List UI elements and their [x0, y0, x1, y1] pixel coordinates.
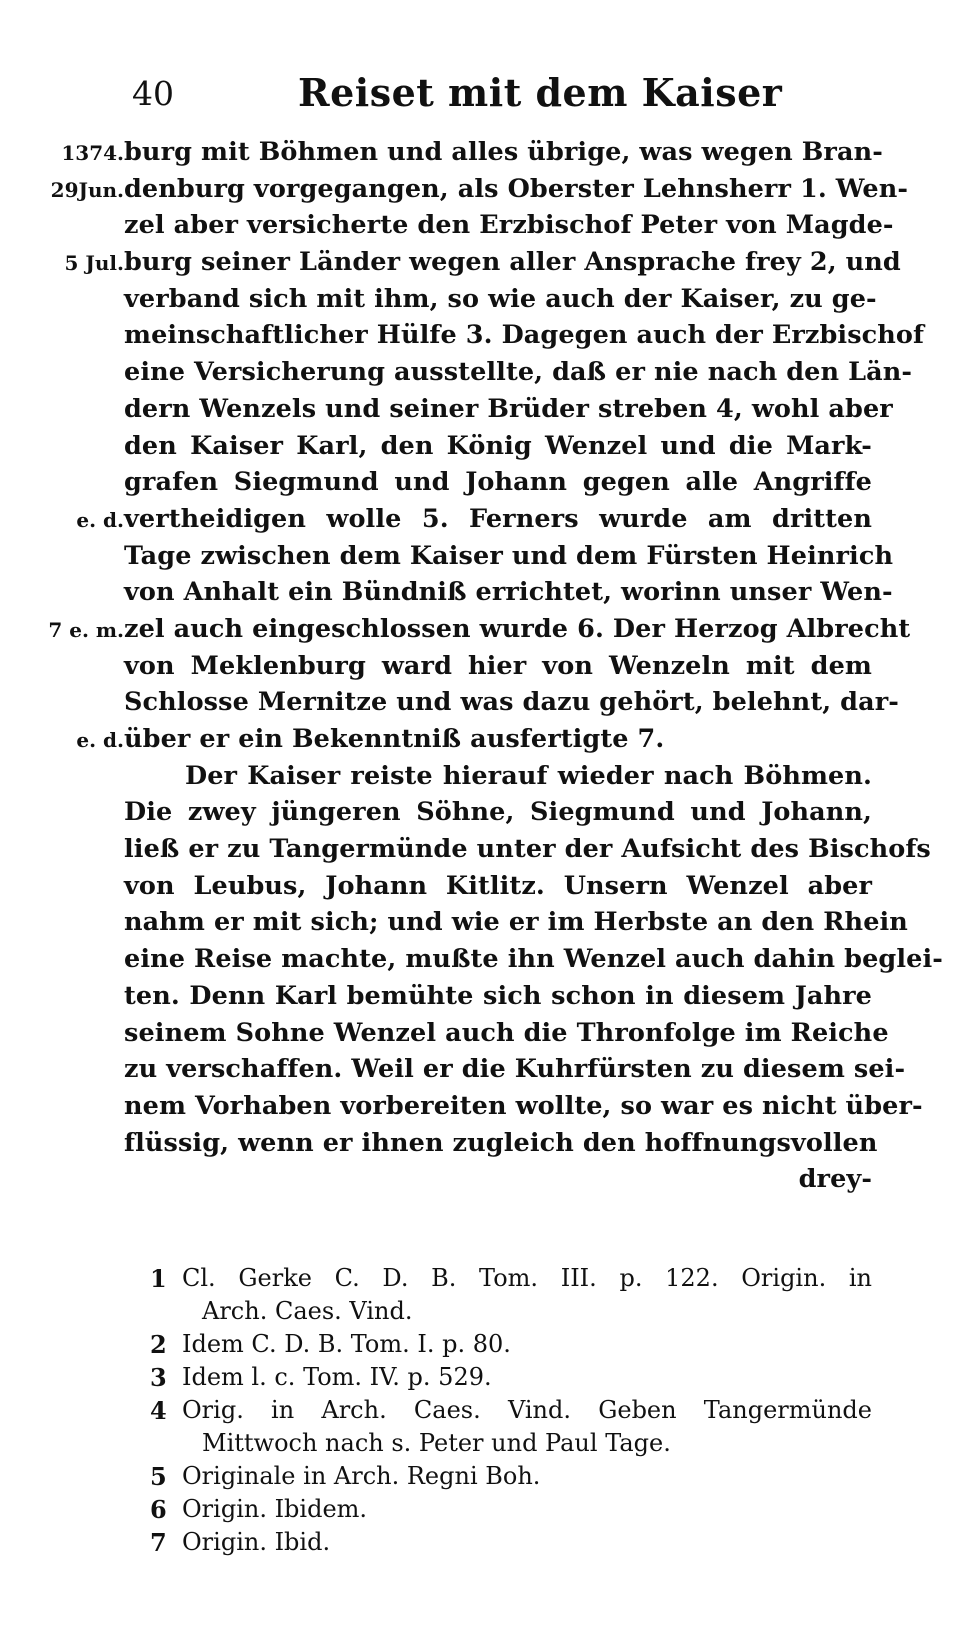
text-line	[0, 686, 960, 723]
line-text: burg seiner Länder wegen aller Ansprache frey 2, und	[124, 247, 901, 278]
line-text: von Anhalt ein Bündniß errichtet, worinn unser Wen-	[124, 577, 893, 608]
margin-note: 7 e. m.	[48, 617, 124, 642]
footnote-number: 5	[150, 1462, 167, 1491]
margin-note: 5 Jul.	[64, 251, 124, 276]
text-line	[0, 540, 960, 577]
line-text: nahm er mit sich; und wie er im Herbste an den Rhein	[124, 907, 908, 938]
page-header	[120, 64, 880, 124]
footnote	[140, 1328, 880, 1361]
footnote-text: Idem l. c. Tom. IV. p. 529.	[182, 1363, 492, 1391]
footnote-number: 6	[150, 1495, 167, 1524]
line-text: Der Kaiser reiste hierauf wieder nach Böhmen.	[185, 760, 872, 791]
footnote	[140, 1526, 880, 1559]
running-head: Reiset mit dem Kaiser	[298, 70, 783, 115]
text-line	[0, 466, 960, 503]
line-text: Die zwey jüngeren Söhne, Siegmund und Johann,	[124, 797, 872, 828]
line-text: ten. Denn Karl bemühte sich schon in diesem Jahre	[124, 980, 872, 1011]
footnote-text: Cl. Gerke C. D. B. Tom. III. p. 122. Origin. in	[182, 1264, 872, 1292]
footnote-text: Originale in Arch. Regni Boh.	[182, 1462, 541, 1490]
line-text: denburg vorgegangen, als Oberster Lehnsherr 1. Wen-	[124, 173, 909, 204]
footnote-number: 7	[150, 1528, 167, 1557]
margin-note: 29Jun.	[50, 177, 124, 202]
line-text: verband sich mit ihm, so wie auch der Kaiser, zu ge-	[124, 283, 877, 314]
line-text: eine Versicherung ausstellte, daß er nie nach den Län-	[124, 357, 913, 388]
line-text: über er ein Bekenntniß ausfertigte 7.	[124, 724, 665, 754]
text-line	[0, 906, 960, 943]
footnotes	[140, 1262, 880, 1559]
text-line	[0, 796, 960, 833]
footnote-number: 2	[150, 1330, 167, 1359]
footnote-continuation	[140, 1295, 880, 1328]
text-line	[0, 943, 960, 980]
footnote-number: 4	[150, 1396, 167, 1425]
text-line	[0, 650, 960, 687]
line-text: zel aber versicherte den Erzbischof Peter von Magde-	[124, 210, 894, 241]
margin-note: e. d.	[76, 728, 124, 752]
line-text: zel auch eingeschlossen wurde 6. Der Herzog Albrecht	[124, 613, 911, 644]
footnote	[140, 1262, 880, 1295]
text-line	[0, 1127, 960, 1164]
footnote-text: Arch. Caes. Vind.	[202, 1297, 413, 1325]
text-line	[0, 503, 960, 540]
text-line	[0, 319, 960, 356]
footnote-text: Orig. in Arch. Caes. Vind. Geben Tangermünde	[182, 1396, 872, 1424]
text-line	[0, 760, 960, 797]
line-text: zu verschaffen. Weil er die Kuhrfürsten zu diesem sei-	[124, 1054, 906, 1085]
text-line	[0, 209, 960, 246]
line-text: burg mit Böhmen und alles übrige, was wegen Bran-	[124, 137, 883, 167]
footnote-text: Idem C. D. B. Tom. I. p. 80.	[182, 1330, 511, 1358]
line-text: Schlosse Mernitze und was dazu gehört, belehnt, dar-	[124, 687, 899, 718]
footnote-number: 1	[150, 1264, 167, 1293]
footnote	[140, 1361, 880, 1394]
text-line	[0, 613, 960, 650]
footnote	[140, 1493, 880, 1526]
line-text: meinschaftlicher Hülfe 3. Dagegen auch der Erzbischof	[124, 320, 925, 351]
text-line	[0, 283, 960, 320]
text-line	[0, 1090, 960, 1127]
line-text: eine Reise machte, mußte ihn Wenzel auch dahin beglei-	[124, 944, 943, 975]
text-line	[0, 393, 960, 430]
line-text: dern Wenzels und seiner Brüder streben 4, wohl aber	[124, 393, 893, 424]
text-line	[0, 1017, 960, 1054]
text-line	[0, 1053, 960, 1090]
margin-note: e. d.	[76, 507, 124, 532]
line-text: seinem Sohne Wenzel auch die Thronfolge im Reiche	[124, 1017, 889, 1048]
text-line	[0, 430, 960, 467]
line-text: von Leubus, Johann Kitlitz. Unsern Wenzel aber	[124, 870, 872, 901]
text-line	[0, 576, 960, 613]
footnote-text: Origin. Ibidem.	[182, 1495, 368, 1523]
line-text: nem Vorhaben vorbereiten wollte, so war es nicht über-	[124, 1090, 923, 1121]
line-text: Tage zwischen dem Kaiser und dem Fürsten Heinrich	[124, 540, 894, 571]
line-text: vertheidigen wolle 5. Ferners wurde am dritten	[124, 503, 872, 534]
line-text: den Kaiser Karl, den König Wenzel und die Mark-	[124, 430, 872, 461]
text-line	[0, 980, 960, 1017]
footnote	[140, 1460, 880, 1493]
catchword: drey-	[798, 1164, 872, 1195]
line-text: von Meklenburg ward hier von Wenzeln mit dem	[124, 650, 872, 681]
footnote-text: Origin. Ibid.	[182, 1528, 331, 1556]
text-line	[0, 356, 960, 393]
margin-note: 1374.	[61, 141, 124, 165]
text-line	[0, 870, 960, 907]
main-text	[0, 136, 960, 1200]
line-text: grafen Siegmund und Johann gegen alle Angriffe	[124, 467, 872, 498]
text-line	[0, 173, 960, 210]
page-number: 40	[132, 74, 174, 113]
text-line	[0, 833, 960, 870]
text-line	[0, 723, 960, 760]
text-line	[0, 246, 960, 283]
footnote-continuation	[140, 1427, 880, 1460]
line-text: flüssig, wenn er ihnen zugleich den hoffnungsvollen	[124, 1127, 878, 1158]
line-text: ließ er zu Tangermünde unter der Aufsicht des Bischofs	[124, 834, 931, 865]
catchword-line	[0, 1163, 960, 1200]
text-line	[0, 136, 960, 173]
footnote	[140, 1394, 880, 1427]
footnote-number: 3	[150, 1363, 167, 1392]
footnote-text: Mittwoch nach s. Peter und Paul Tage.	[202, 1429, 671, 1457]
